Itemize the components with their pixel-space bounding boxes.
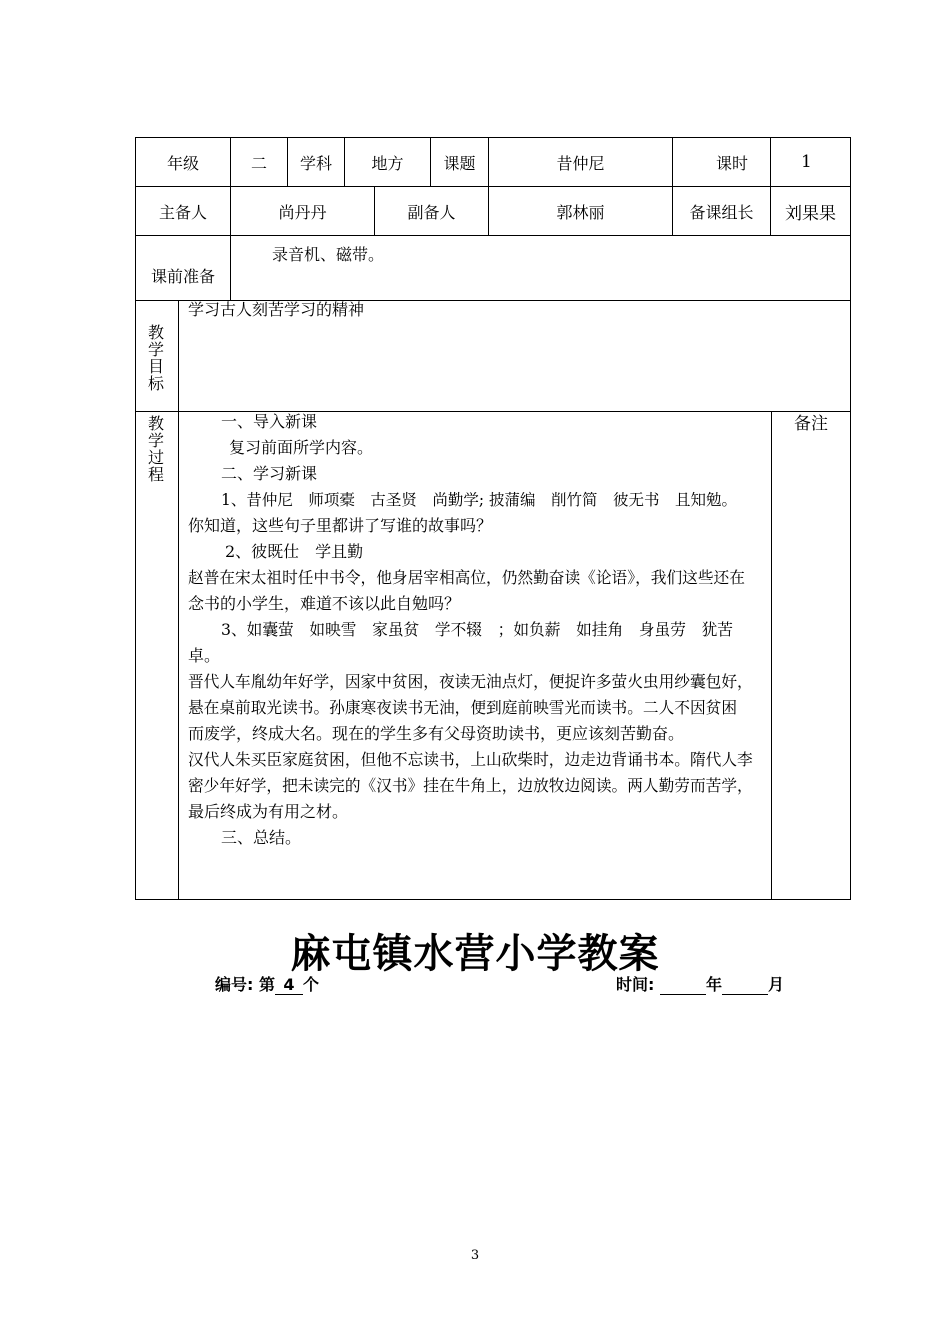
grade-value: 二 bbox=[250, 153, 267, 173]
process-line: 赵普在宋太祖时任中书令，他身居宰相高位，仍然勤奋读《论语》，我们这些还在 bbox=[188, 568, 745, 587]
process-line: 复习前面所学内容。 bbox=[229, 438, 374, 457]
row-divider bbox=[135, 235, 851, 236]
process-line: 念书的小学生，难道不该以此自勉吗？ bbox=[188, 594, 461, 613]
col-divider bbox=[771, 411, 772, 900]
process-line: 悬在桌前取光读书。孙康寒夜读书无油，便到庭前映雪光而读书。二人不因贫困 bbox=[188, 698, 738, 717]
assistant-preparer-label: 副备人 bbox=[407, 202, 456, 222]
table-border-bottom bbox=[135, 899, 851, 900]
process-line: 1、昔仲尼 师项橐 古圣贤 尚勤学; 披蒲编 削竹简 彼无书 且知勉。 bbox=[221, 491, 738, 509]
month-blank bbox=[722, 975, 768, 995]
subject-value: 地方 bbox=[371, 153, 404, 173]
process-line: 你知道，这些句子里都讲了写谁的故事吗？ bbox=[188, 516, 493, 535]
plan-number bbox=[215, 972, 319, 995]
process-line: 最后终成为有用之材。 bbox=[188, 802, 349, 821]
topic-value: 昔仲尼 bbox=[556, 153, 605, 173]
plan-time bbox=[616, 972, 784, 995]
objectives-content: 学习古人刻苦学习的精神 bbox=[188, 300, 365, 319]
process-label: 教学过程 bbox=[147, 414, 164, 484]
number-prefix: 第 bbox=[258, 975, 275, 994]
time-label: 时间: bbox=[616, 975, 655, 994]
notes-label: 备注 bbox=[794, 414, 828, 434]
main-preparer-label: 主备人 bbox=[158, 202, 207, 222]
year-label: 年 bbox=[705, 975, 722, 994]
process-line: 汉代人朱买臣家庭贫困，但他不忘读书，上山砍柴时，边走边背诵书本。隋代人李 bbox=[188, 750, 753, 769]
process-line: 一、导入新课 bbox=[221, 412, 318, 431]
assistant-preparer-value: 郭林丽 bbox=[556, 202, 605, 222]
grade-label: 年级 bbox=[166, 153, 199, 173]
period-value: 1 bbox=[801, 152, 812, 172]
col-divider bbox=[230, 235, 231, 301]
table-border-right bbox=[850, 137, 851, 900]
process-line: 密少年好学，把未读完的《汉书》挂在牛角上，边放牧边阅读。两人勤劳而苦学， bbox=[188, 776, 753, 795]
number-label: 编号: bbox=[215, 975, 254, 994]
process-line: 2、彼既仕 学且勤 bbox=[225, 542, 364, 561]
school-title: 麻屯镇水营小学教案 bbox=[290, 931, 660, 977]
group-leader-label: 备课组长 bbox=[689, 202, 754, 222]
topic-label: 课题 bbox=[443, 153, 476, 173]
main-preparer-value: 尚丹丹 bbox=[278, 202, 327, 222]
col-divider bbox=[178, 300, 179, 900]
process-line: 卓。 bbox=[188, 646, 221, 665]
preparation-content: 录音机、磁带。 bbox=[272, 245, 385, 264]
process-line: 3、如囊萤 如映雪 家虽贫 学不辍 ；如负薪 如挂角 身虽劳 犹苦 bbox=[221, 620, 733, 639]
process-line: 二、学习新课 bbox=[221, 464, 318, 483]
year-blank bbox=[660, 975, 706, 995]
page-number: 3 bbox=[470, 1248, 480, 1263]
process-line: 三、总结。 bbox=[221, 828, 302, 847]
subject-label: 学科 bbox=[299, 153, 332, 173]
month-label: 月 bbox=[768, 975, 785, 994]
process-line: 而废学，终成大名。现在的学生多有父母资助读书，更应该刻苦勤奋。 bbox=[188, 724, 685, 743]
process-line: 晋代人车胤幼年好学，因家中贫困，夜读无油点灯，便捉许多萤火虫用纱囊包好， bbox=[188, 672, 753, 691]
group-leader-value: 刘果果 bbox=[785, 203, 836, 224]
preparation-label: 课前准备 bbox=[150, 266, 215, 286]
objectives-label: 教学目标 bbox=[147, 323, 164, 393]
period-label: 课时 bbox=[715, 153, 748, 173]
number-value: 4 bbox=[275, 975, 303, 995]
number-suffix: 个 bbox=[303, 975, 320, 994]
